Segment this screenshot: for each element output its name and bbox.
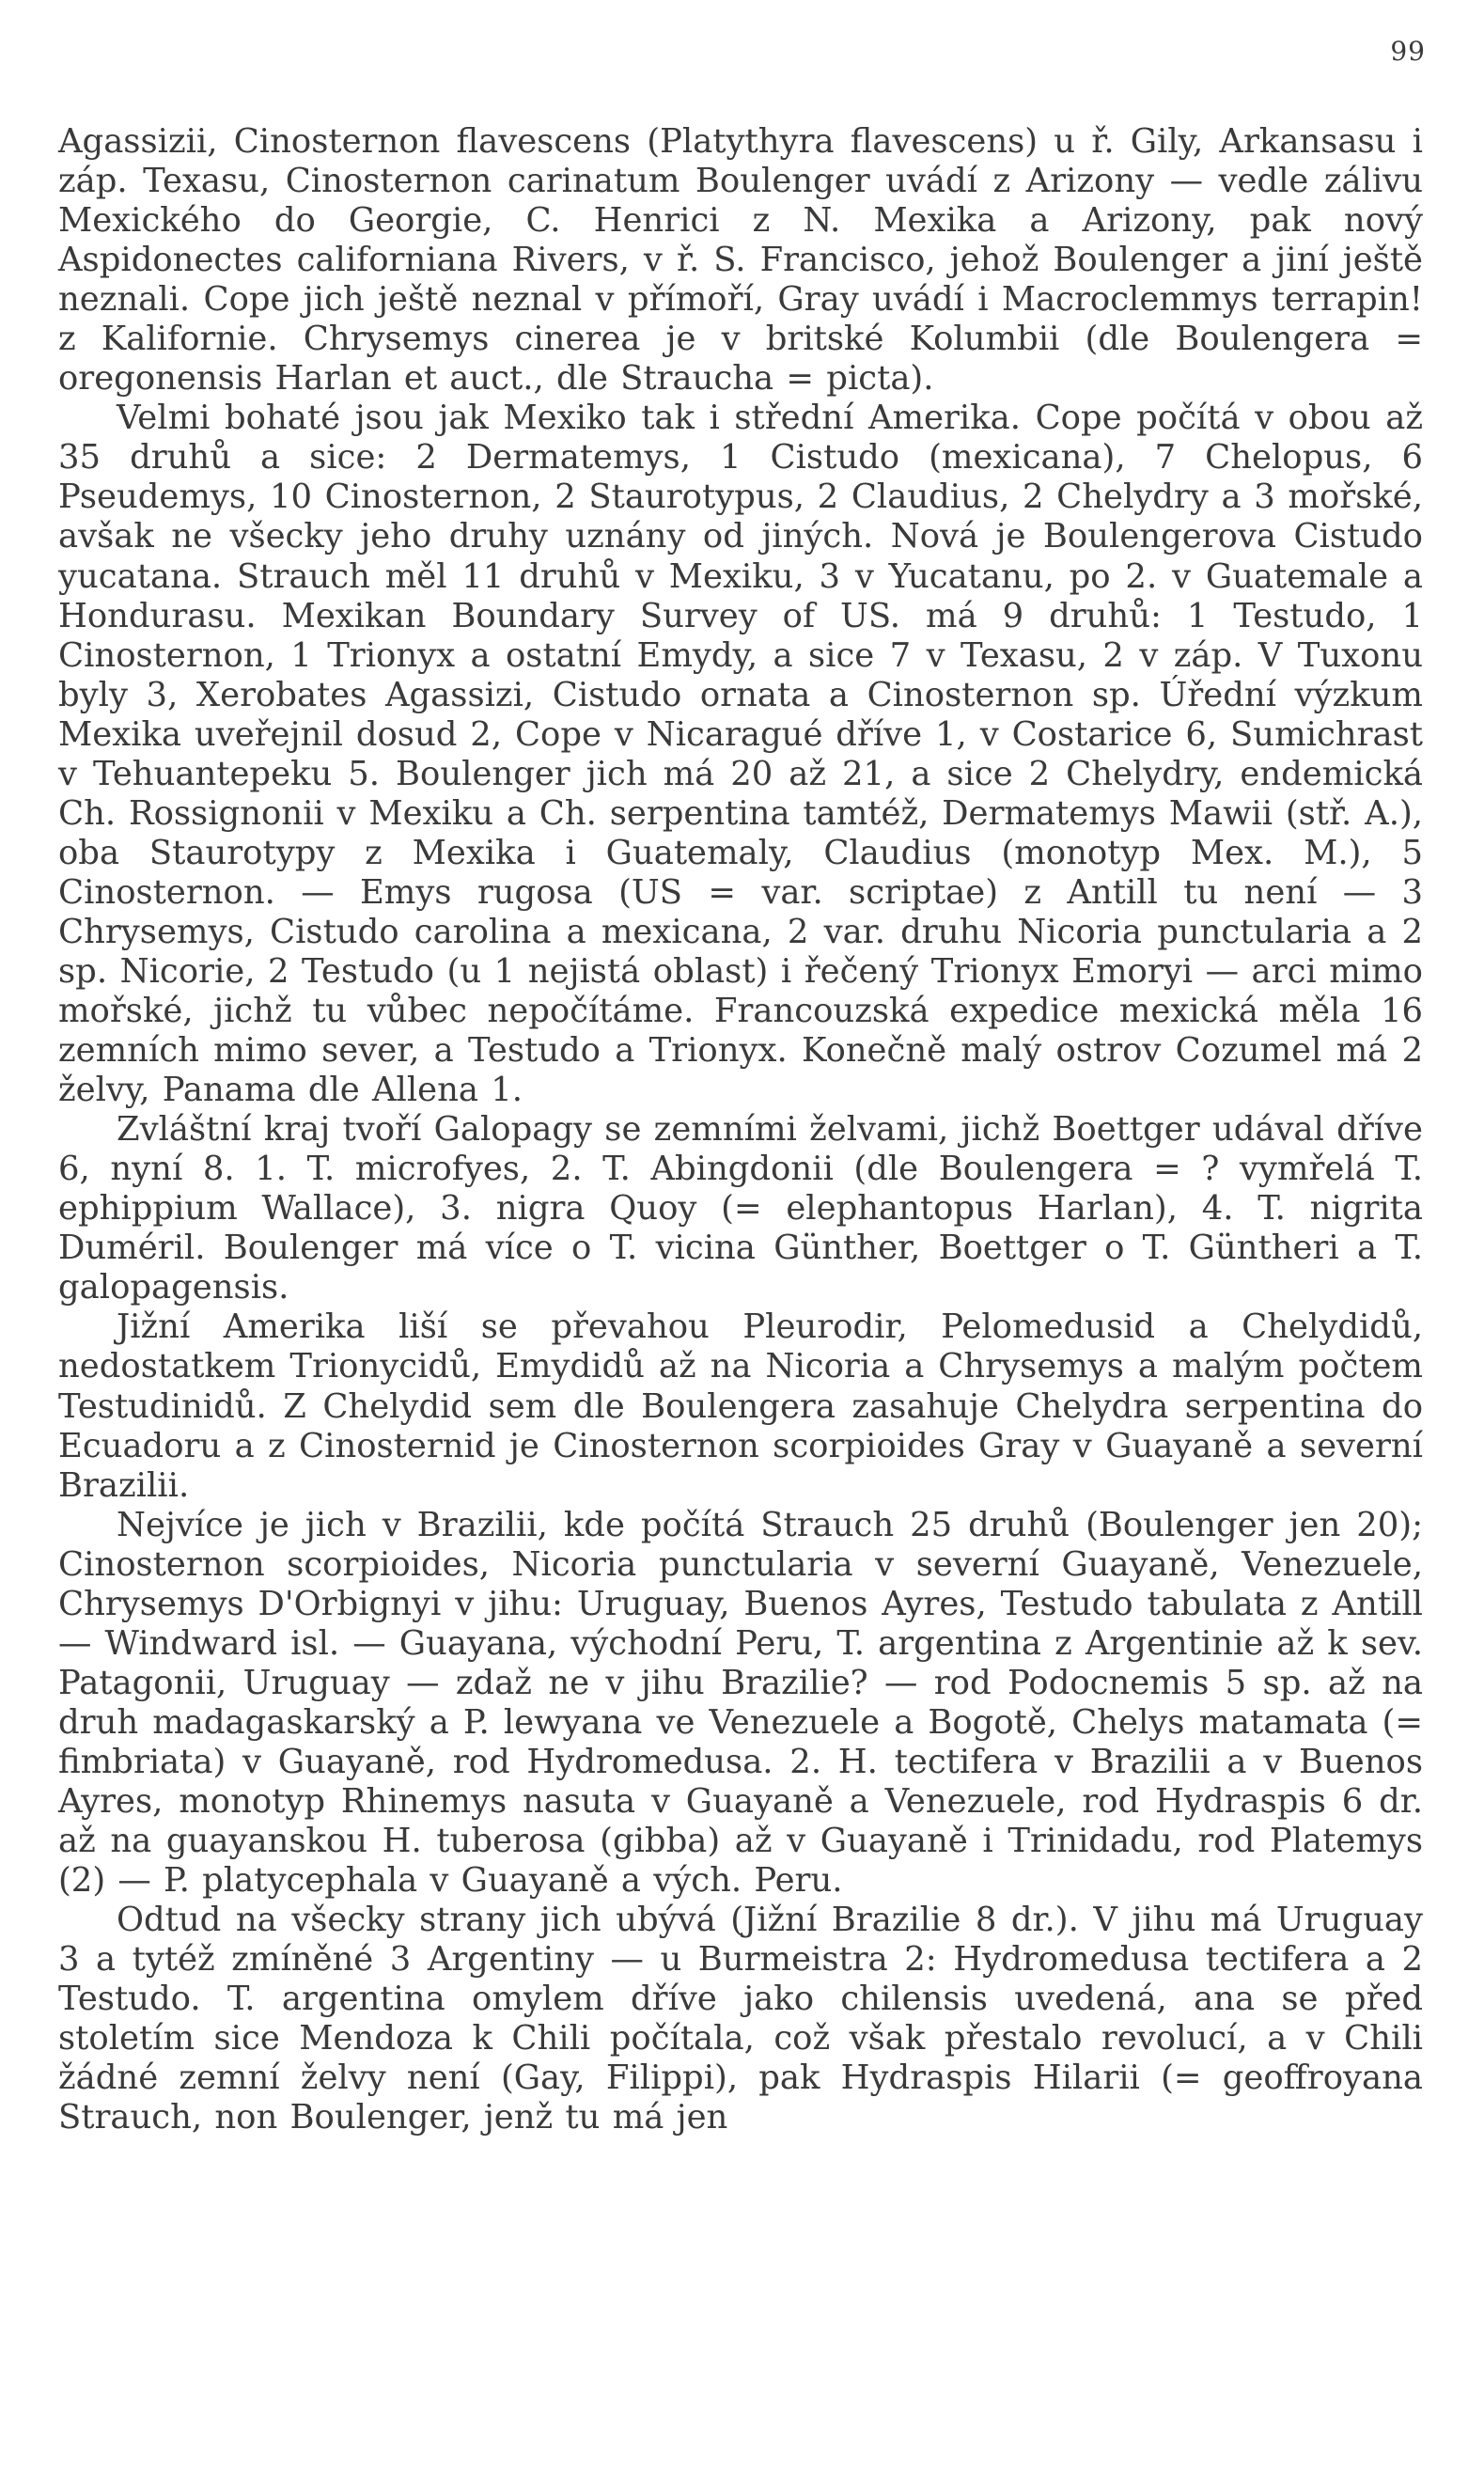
paragraph: Velmi bohaté jsou jak Mexiko tak i střední Amerika. Cope počítá v obou až 35 druhů a sice: 2 Dermatemys, 1 Cistudo (mexicana), 7 Chelopus, 6 Pseudemys, 10 Cinosternon, 2 Staurotypus, 2 Claudius, 2 Chelydry a 3 mořské, avšak ne všecky jeho druhy uznány od jiných. Nová je Boulengerova Cistudo yucatana. Strauch měl 11 druhů v Mexiku, 3 v Yucatanu, po 2. v Guatemale a Hondurasu. Mexikan Boundary Survey of US. má 9 druhů: 1 Testudo, 1 Cinosternon, 1 Trionyx a ostatní Emydy, a sice 7 v Texasu, 2 v záp. V Tuxonu byly 3, Xerobates Agassizi, Cistudo ornata a Cinosternon sp. Úřední výzkum Mexika uveřejnil dosud 2, Cope v Nicaragué dříve 1, v Costarice 6, Sumichrast v Tehuantepeku 5. Boulenger jich má 20 až 21, a sice 2 Chelydry, endemická Ch. Rossignonii v Mexiku a Ch. serpentina tamtéž, Dermatemys Mawii (stř. A.), oba Staurotypy z Mexika i Guatemaly, Claudius (monotyp Mex. M.), 5 Cinosternon. — Emys rugosa (US = var. scriptae) z Antill tu není — 3 Chrysemys, Cistudo carolina a mexicana, 2 var. druhu Nicoria punctularia a 2 sp. Nicorie, 2 Testudo (u 1 nejistá oblast) i řečený Trionyx Emoryi — arci mimo mořské, jichž tu vůbec nepočítáme. Francouzská expedice mexická měla 16 zemních mimo sever, a Testudo a Trionyx. Konečně malý ostrov Cozumel má 2 želvy, Panama dle Allena 1. [58,399,1423,1110]
page-number: 99 [1390,36,1426,67]
paragraph: Jižní Amerika liší se převahou Pleurodir, Pelomedusid a Chelydidů, nedostatkem Trionycidů, Emydidů až na Nicoria a Chrysemys a malým počtem Testudinidů. Z Chelydid sem dle Boulengera zasahuje Chelydra serpentina do Ecuadoru a z Cinosternid je Cinosternon scorpioides Gray v Guayaně a severní Brazilii. [58,1307,1423,1505]
body-text [58,122,1423,2137]
paragraph: Zvláštní kraj tvoří Galopagy se zemními želvami, jichž Boettger udával dříve 6, nyní 8. 1. T. microfyes, 2. T. Abingdonii (dle Boulengera = ? vymřelá T. ephippium Wallace), 3. nigra Quoy (= elephantopus Harlan), 4. T. nigrita Duméril. Boulenger má více o T. vicina Günther, Boettger o T. Güntheri a T. galopagensis. [58,1110,1423,1307]
paragraph: Agassizii, Cinosternon flavescens (Platythyra flavescens) u ř. Gily, Arkansasu i záp. Texasu, Cinosternon carinatum Boulenger uvádí z Arizony — vedle zálivu Mexického do Georgie, C. Henrici z N. Mexika a Arizony, pak nový Aspidonectes californiana Rivers, v ř. S. Francisco, jehož Boulenger a jiní ještě neznali. Cope jich ještě neznal v přímoří, Gray uvádí i Macroclemmys terrapin! z Kalifornie. Chrysemys cinerea je v britské Kolumbii (dle Boulengera = oregonensis Harlan et auct., dle Straucha = picta). [58,122,1423,399]
paragraph: Odtud na všecky strany jich ubývá (Jižní Brazilie 8 dr.). V jihu má Uruguay 3 a tytéž zmíněné 3 Argentiny — u Burmeistra 2: Hydromedusa tectifera a 2 Testudo. T. argentina omylem dříve jako chilensis uvedená, ana se před stoletím sice Mendoza k Chili počítala, což však přestalo revolucí, a v Chili žádné zemní želvy není (Gay, Filippi), pak Hydraspis Hilarii (= geoffroyana Strauch, non Boulenger, jenž tu má jen [58,1901,1423,2137]
paragraph: Nejvíce je jich v Brazilii, kde počítá Strauch 25 druhů (Boulenger jen 20); Cinosternon scorpioides, Nicoria punctularia v severní Guayaně, Venezuele, Chrysemys D'Orbignyi v jihu: Uruguay, Buenos Ayres, Testudo tabulata z Antill — Windward isl. — Guayana, východní Peru, T. argentina z Argentinie až k sev. Patagonii, Uruguay — zdaž ne v jihu Brazilie? — rod Podocnemis 5 sp. až na druh madagaskarský a P. lewyana ve Venezuele a Bogotě, Chelys matamata (= fimbriata) v Guayaně, rod Hydromedusa. 2. H. tectifera v Brazilii a v Buenos Ayres, monotyp Rhinemys nasuta v Guayaně a Venezuele, rod Hydraspis 6 dr. až na guayanskou H. tuberosa (gibba) až v Guayaně i Trinidadu, rod Platemys (2) — P. platycephala v Guayaně a vých. Peru. [58,1505,1423,1901]
